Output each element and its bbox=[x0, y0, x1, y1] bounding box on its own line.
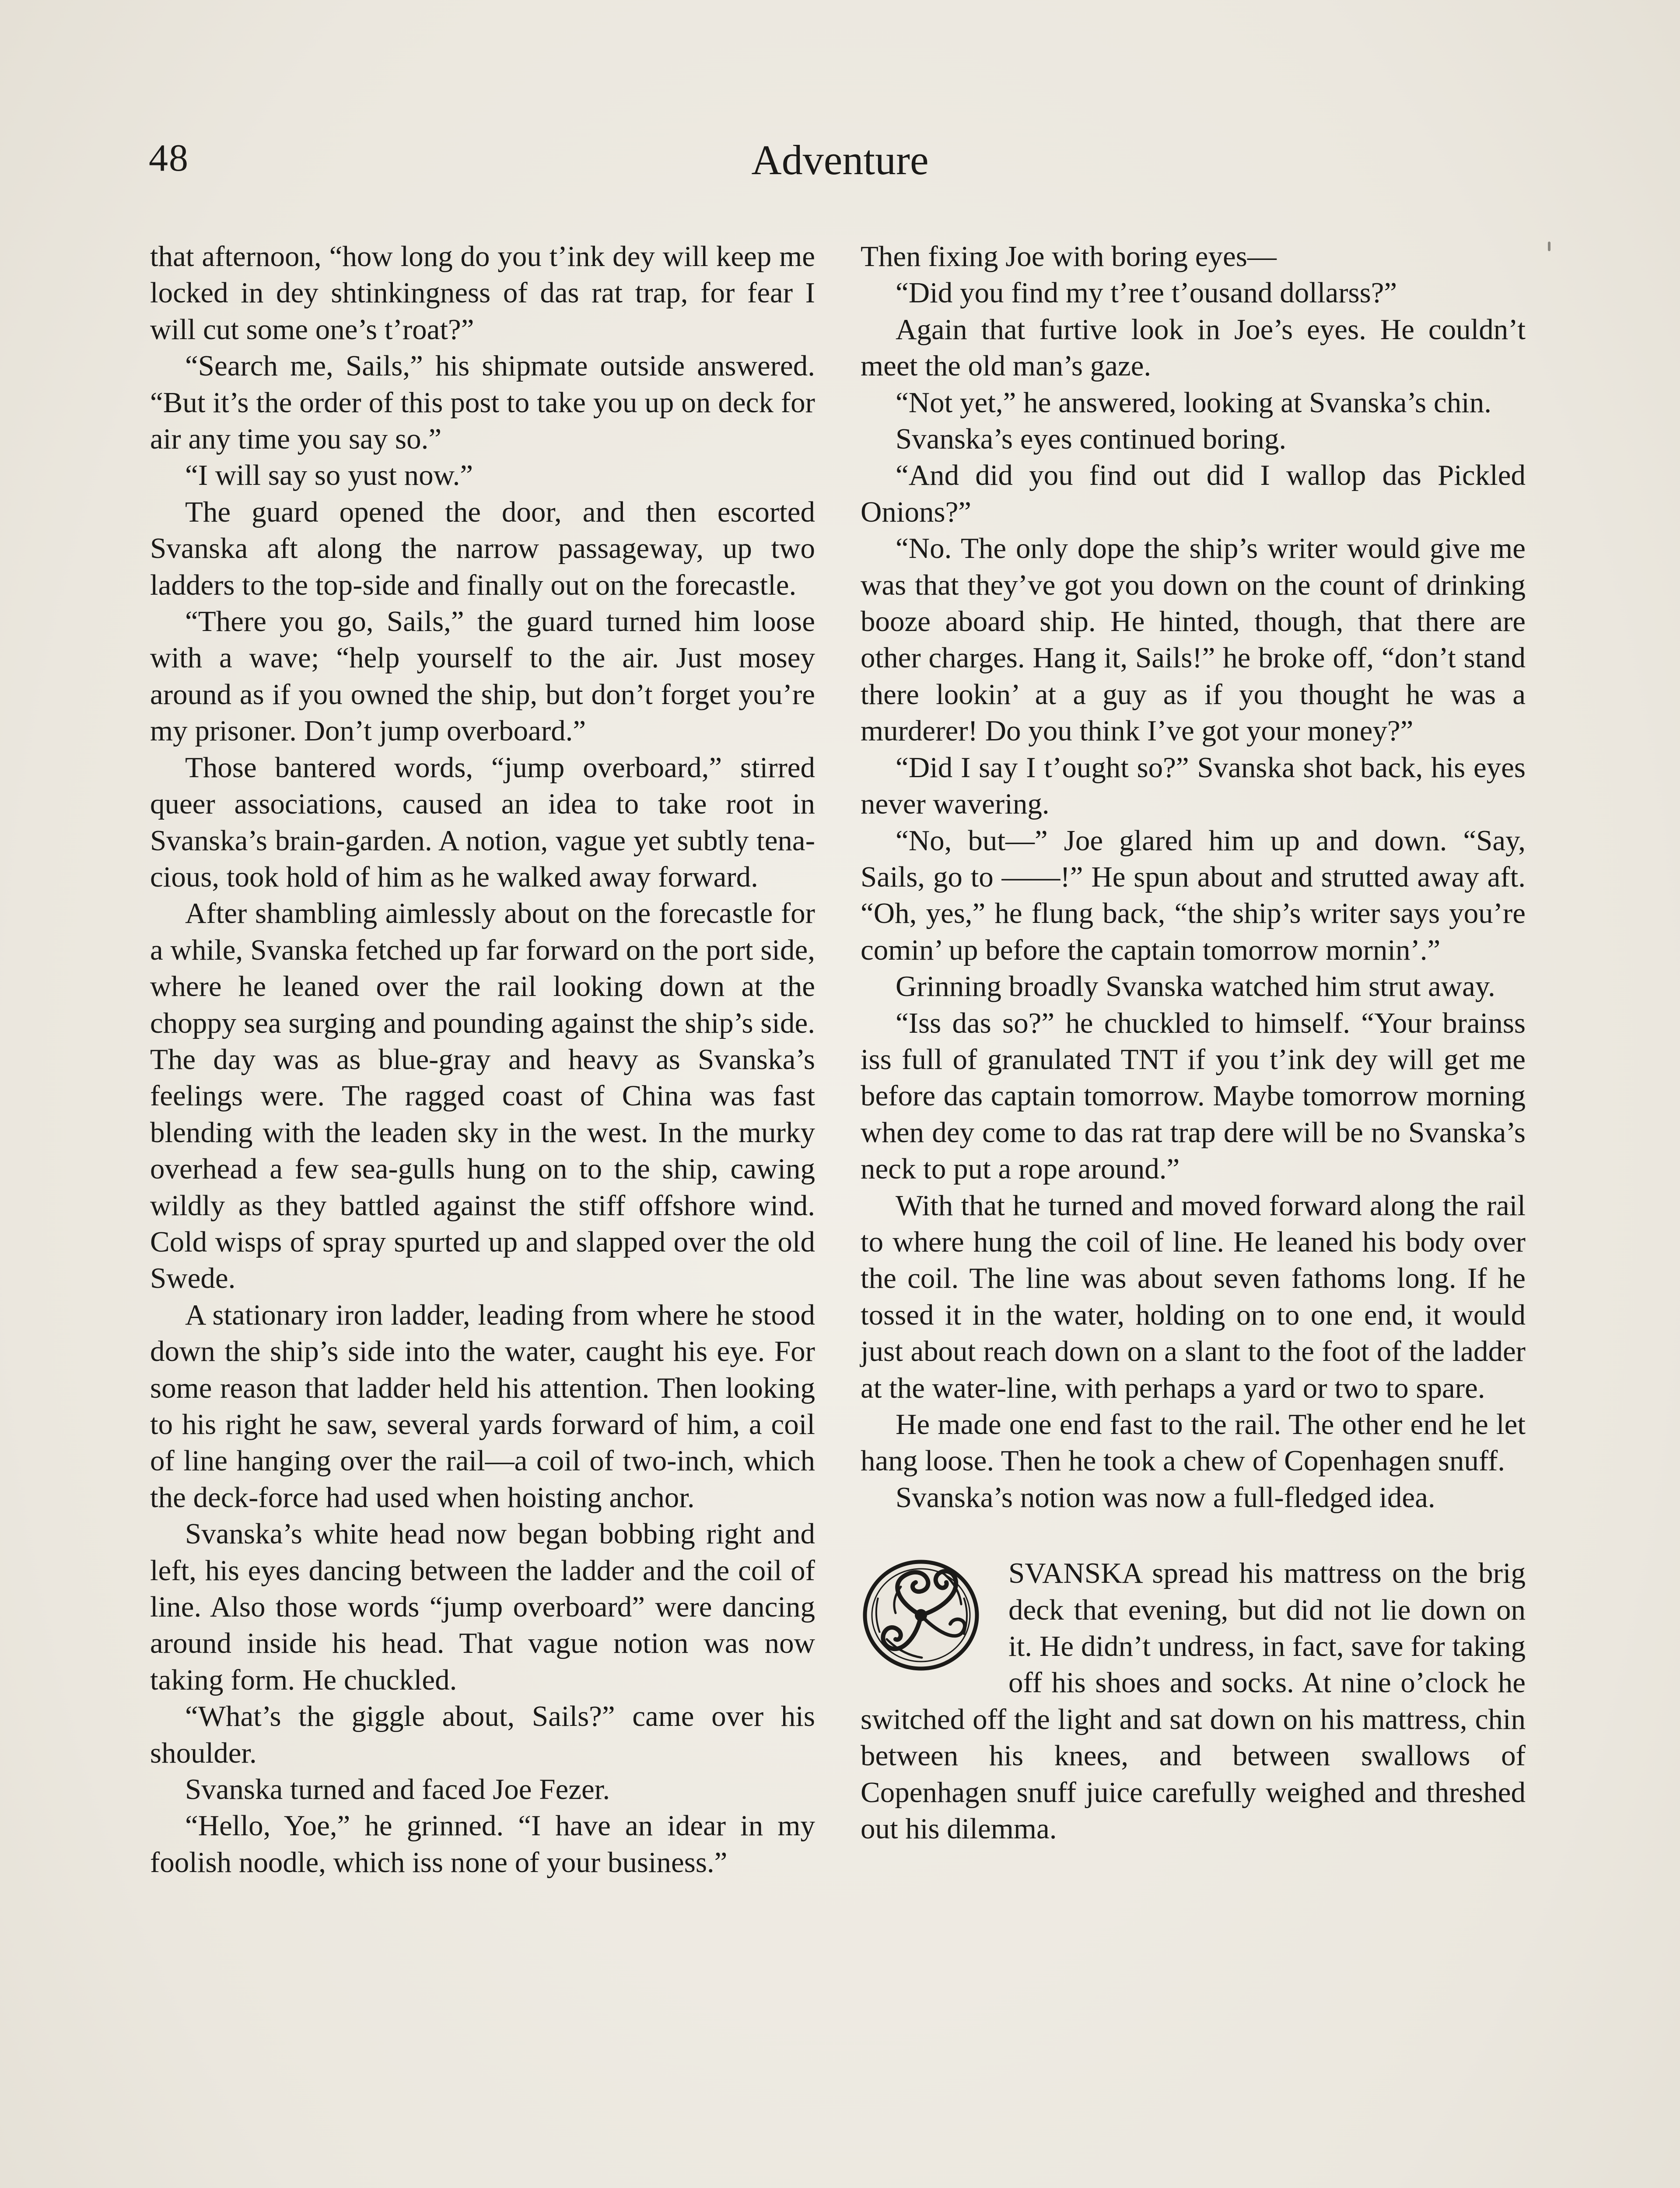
paragraph: “Not yet,” he answered, looking at Svanska’s chin. bbox=[896, 386, 1491, 419]
paragraph: “Hello, Yoe,” he grinned. “I have an idear in my foolish noodle, which iss none of your business.” bbox=[150, 1809, 815, 1879]
paragraph: Those bantered words, “jump overboard,” stirred queer associations, caused an idea to take root in Svanska’s brain-garden. A notion, vague yet subtly tenacious, took hold of him as he walked away forward. bbox=[150, 751, 815, 893]
paragraph: “No. The only dope the ship’s writer would give me was that they’ve got you down on the count of drinking booze aboard ship. He hinted, though, that there are other charges. Hang it, Sails!” he broke off, “don’t stand there lookin’ at a guy as if you thought he was a murderer! Do you think I’ve got your money?” bbox=[861, 532, 1526, 747]
right-column bbox=[861, 238, 1526, 1847]
paragraph: “No, but—” Joe glared him up and down. “Say, Sails, go to ——!” He spun about and strutted away aft. “Oh, yes,” he flung back, “the ship’s writer says you’re comin’ up before the captain tomorrow mornin’.” bbox=[861, 824, 1526, 966]
paragraph: With that he turned and moved forward along the rail to where hung the coil of line. He leaned his body over the coil. The line was about seven fathoms long. If he tossed it in the water, holding on to one end, it would just about reach down on a slant to the foot of the ladder at the water-line, with perhaps a yard or two to spare. bbox=[861, 1189, 1526, 1404]
paragraph: “Did you find my t’ree t’ousand dollarss?” bbox=[896, 277, 1397, 309]
paragraph: After shambling aimlessly about on the forecastle for a while, Svanska fetched up far forward on the port side, where he leaned over the rail looking down at the choppy sea surging and pounding against the ship’s side. The day was as blue-gray and heavy as Svanska’s feelings were. The ragged coast of China was fast blending with the leaden sky in the west. In the murky overhead a few sea-gulls hung on to the ship, cawing wildly as they battled against the stiff offshore wind. Cold wisps of spray spurted up and slapped over the old Swede. bbox=[150, 897, 815, 1295]
paragraph: Again that furtive look in Joe’s eyes. He couldn’t meet the old man’s gaze. bbox=[861, 313, 1526, 382]
section-break bbox=[861, 1555, 1526, 1847]
swirl-medallion-icon bbox=[861, 1556, 1001, 1674]
paragraph: that afternoon, “how long do you t’ink dey will keep me locked in dey shtinkingness of das rat trap, for fear I will cut some one’s t’roat?” bbox=[150, 240, 815, 346]
paragraph: “There you go, Sails,” the guard turned him loose with a wave; “help yourself to the air. Just mosey around as if you owned the ship, but don’t forget you’re my prisoner. Don’t jump overboard.” bbox=[150, 605, 815, 747]
paragraph: “Search me, Sails,” his shipmate outside answered. “But it’s the order of this post to take you up on deck for air any time you say so.” bbox=[150, 350, 815, 456]
paragraph: “Iss das so?” he chuckled to himself. “Your brainss iss full of granulated TNT if you t’ink dey will get me before das captain tomorrow. Maybe tomorrow morning when dey come to das rat trap dere will be no Svanska’s neck to put a rope around.” bbox=[861, 1006, 1526, 1185]
paragraph: “Did I say I t’ought so?” Svanska shot back, his eyes never wavering. bbox=[861, 751, 1526, 820]
paragraph: A stationary iron ladder, leading from where he stood down the ship’s side into the water, caught his eye. For some reason that ladder held his attention. Then looking to his right he saw, several yards forward of him, a coil of line hanging over the rail—a coil of two-inch, which the deck-force had used when hoisting anchor. bbox=[150, 1298, 815, 1514]
paragraph: Svanska’s eyes continued boring. bbox=[896, 423, 1287, 456]
paragraph: The guard opened the door, and then escorted Svanska aft along the narrow passageway, up two ladders to the top-side and finally out on the forecastle. bbox=[150, 495, 815, 601]
paragraph: Then fixing Joe with boring eyes— bbox=[861, 240, 1277, 273]
paragraph: Grinning broadly Svanska watched him strut away. bbox=[896, 970, 1495, 1003]
page-number: 48 bbox=[149, 137, 189, 179]
paragraph: Svanska’s notion was now a full-fledged idea. bbox=[896, 1481, 1435, 1514]
print-speck bbox=[1548, 242, 1550, 251]
paragraph: “And did you find out did I wallop das Pickled Onions?” bbox=[861, 459, 1526, 528]
paragraph: Svanska’s white head now began bobbing right and left, his eyes dancing between the ladder and the coil of line. Also those words “jump overboard” were dancing around inside his head. That vague notion was now taking form. He chuckled. bbox=[150, 1518, 815, 1696]
paragraph: “I will say so yust now.” bbox=[185, 459, 473, 492]
section-opening-paragraph: SVANSKA spread his mattress on the brig deck that evening, but did not lie down on it. He didn’t undress, in fact, save for taking off his shoes and socks. At nine o’clock he switched off the light and sat down on his mattress, chin between his knees, and between swallows of Copenhagen snuff juice carefully weighed and threshed out his dilemma. bbox=[861, 1557, 1526, 1845]
running-head: Adventure bbox=[751, 137, 929, 183]
left-column bbox=[150, 238, 815, 1881]
paragraph: Svanska turned and faced Joe Fezer. bbox=[185, 1773, 610, 1806]
paragraph: He made one end fast to the rail. The other end he let hang loose. Then he took a chew of Copenhagen snuff. bbox=[861, 1408, 1526, 1477]
paragraph: “What’s the giggle about, Sails?” came over his shoulder. bbox=[150, 1700, 815, 1769]
